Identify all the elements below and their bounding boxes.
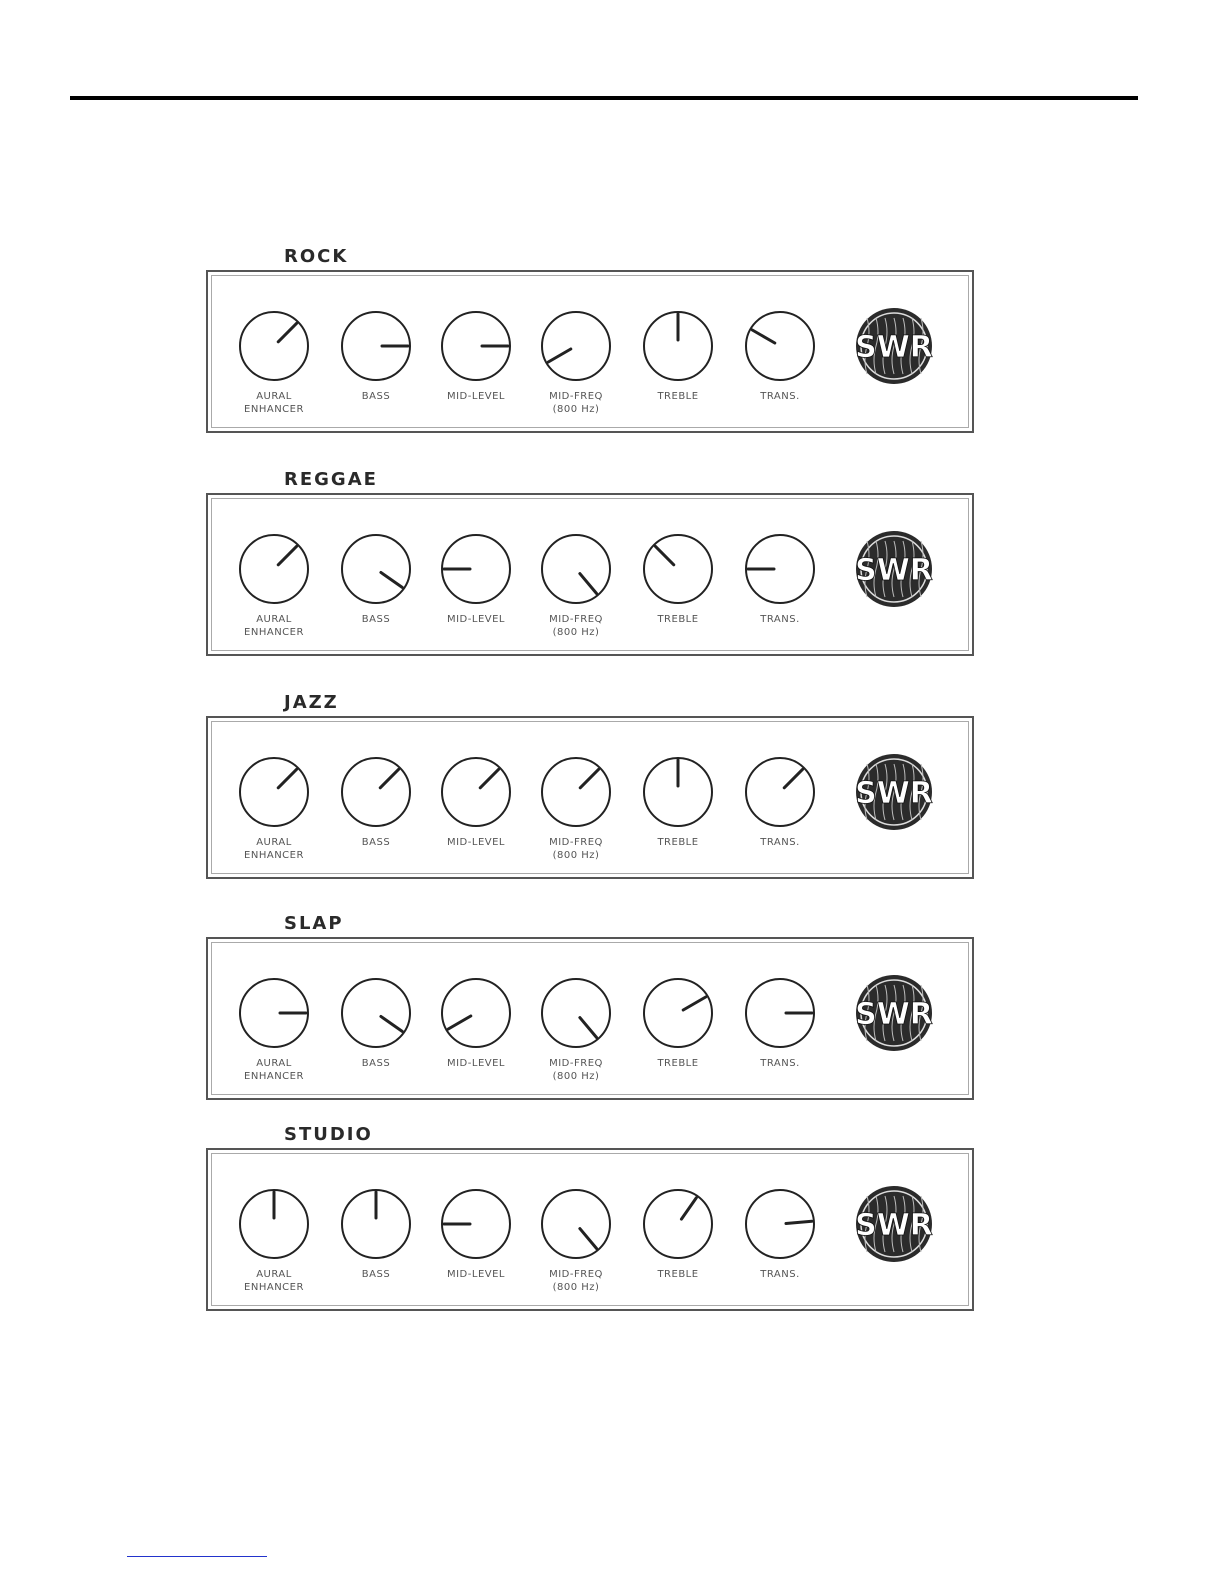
knob[interactable] (442, 1190, 510, 1258)
knob-body[interactable] (240, 535, 308, 603)
knob-label: MID-FREQ (800 Hz) (549, 1269, 603, 1293)
logo-text: SWR (855, 1208, 933, 1243)
knob-body[interactable] (746, 1190, 814, 1258)
knob-label: MID-LEVEL (446, 1058, 505, 1069)
knob-body[interactable] (542, 1190, 610, 1258)
knob-label: TRANS. (760, 614, 800, 625)
knob[interactable] (442, 758, 510, 826)
knob-label: AURAL ENHANCER (244, 391, 304, 415)
knob-label: AURAL ENHANCER (244, 1269, 304, 1293)
knob-label: TREBLE (657, 391, 699, 402)
preset-title: REGGAE (284, 469, 378, 490)
knob-body[interactable] (542, 758, 610, 826)
knob[interactable] (644, 758, 712, 826)
logo-text: SWR (855, 330, 933, 365)
knob[interactable] (342, 979, 410, 1047)
control-panel (206, 1148, 974, 1311)
knob-label: TRANS. (760, 391, 800, 402)
knob-label: MID-LEVEL (446, 1269, 505, 1280)
knob[interactable] (746, 979, 814, 1047)
knob-body[interactable] (746, 312, 814, 380)
knob[interactable] (240, 758, 308, 826)
knob-label: MID-FREQ (800 Hz) (549, 837, 603, 861)
knob-label: TREBLE (657, 1269, 699, 1280)
knob[interactable] (542, 1190, 610, 1258)
preset-title: ROCK (284, 246, 349, 267)
control-panel (206, 937, 974, 1100)
knob[interactable] (442, 535, 510, 603)
knob[interactable] (746, 312, 814, 380)
knob-label: BASS (361, 837, 391, 848)
footer-link-underline (127, 1556, 267, 1557)
swr-logo-icon (855, 754, 933, 830)
knob[interactable] (746, 1190, 814, 1258)
knob[interactable] (644, 979, 712, 1047)
knob[interactable] (542, 758, 610, 826)
knob-body[interactable] (240, 758, 308, 826)
knob[interactable] (342, 312, 410, 380)
knob-body[interactable] (342, 979, 410, 1047)
knob[interactable] (542, 979, 610, 1047)
knob[interactable] (342, 758, 410, 826)
knob-label: AURAL ENHANCER (244, 837, 304, 861)
swr-logo-icon (855, 975, 933, 1051)
logo-text: SWR (855, 553, 933, 588)
knob-body[interactable] (644, 1190, 712, 1258)
knob-label: MID-LEVEL (446, 614, 505, 625)
preset-title: JAZZ (284, 692, 339, 713)
knob-body[interactable] (442, 758, 510, 826)
knob-label: TREBLE (657, 1058, 699, 1069)
knob-label: AURAL ENHANCER (244, 1058, 304, 1082)
knob[interactable] (542, 312, 610, 380)
knob[interactable] (542, 535, 610, 603)
preset-title: STUDIO (284, 1124, 373, 1145)
knob-body[interactable] (644, 535, 712, 603)
knob-label: TRANS. (760, 837, 800, 848)
knob-label: TREBLE (657, 837, 699, 848)
knob[interactable] (442, 312, 510, 380)
swr-logo-icon (855, 308, 933, 384)
knob[interactable] (746, 535, 814, 603)
knob[interactable] (342, 535, 410, 603)
knob-label: MID-LEVEL (446, 391, 505, 402)
preset-title: SLAP (284, 913, 344, 934)
knob-body[interactable] (542, 535, 610, 603)
knob-body[interactable] (442, 979, 510, 1047)
knob[interactable] (342, 1190, 410, 1258)
knob-label: TREBLE (657, 614, 699, 625)
knob[interactable] (644, 535, 712, 603)
knob-label: MID-FREQ (800 Hz) (549, 614, 603, 638)
knob-body[interactable] (342, 758, 410, 826)
knob[interactable] (240, 1190, 308, 1258)
knob[interactable] (644, 312, 712, 380)
knob[interactable] (442, 979, 510, 1047)
knob[interactable] (644, 1190, 712, 1258)
knob-label: BASS (361, 614, 391, 625)
knob[interactable] (240, 312, 308, 380)
swr-logo-icon (855, 1186, 933, 1262)
control-panel (206, 493, 974, 656)
knob[interactable] (240, 535, 308, 603)
swr-logo-icon (855, 531, 933, 607)
knob-label: MID-LEVEL (446, 837, 505, 848)
knob-label: TRANS. (760, 1058, 800, 1069)
knob-label: BASS (361, 391, 391, 402)
knob-label: AURAL ENHANCER (244, 614, 304, 638)
top-rule (70, 96, 1138, 100)
knob-body[interactable] (542, 312, 610, 380)
knob-label: MID-FREQ (800 Hz) (549, 391, 603, 415)
control-panel (206, 716, 974, 879)
knob[interactable] (746, 758, 814, 826)
knob-label: MID-FREQ (800 Hz) (549, 1058, 603, 1082)
knob[interactable] (240, 979, 308, 1047)
knob-body[interactable] (644, 979, 712, 1047)
knob-body[interactable] (342, 535, 410, 603)
knob-label: BASS (361, 1269, 391, 1280)
logo-text: SWR (855, 776, 933, 811)
knob-label: TRANS. (760, 1269, 800, 1280)
knob-body[interactable] (542, 979, 610, 1047)
knob-label: BASS (361, 1058, 391, 1069)
control-panel (206, 270, 974, 433)
knob-body[interactable] (746, 758, 814, 826)
knob-body[interactable] (240, 312, 308, 380)
logo-text: SWR (855, 997, 933, 1032)
